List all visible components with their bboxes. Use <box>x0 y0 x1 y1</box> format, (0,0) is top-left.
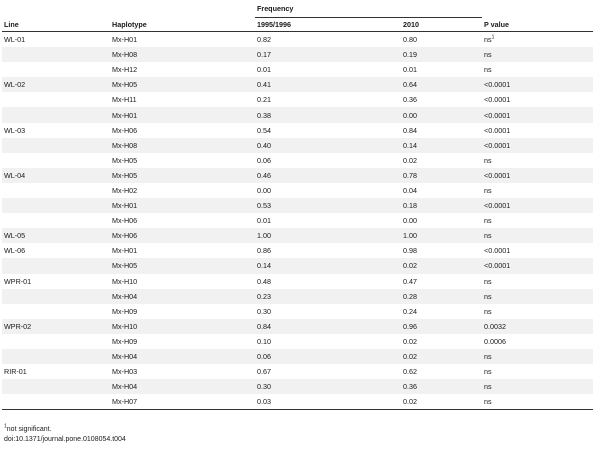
cell-haplotype <box>110 349 255 364</box>
cell-p-value-text: ns <box>484 306 492 316</box>
cell-frequency-1995 <box>255 289 401 304</box>
cell-haplotype-text: Mx-H05 <box>112 261 138 271</box>
cell-frequency-2010 <box>401 138 482 153</box>
cell-frequency-1995 <box>255 62 401 77</box>
cell-frequency-2010 <box>401 153 482 168</box>
cell-haplotype <box>110 228 255 243</box>
cell-line <box>2 394 110 410</box>
table-row <box>2 168 593 183</box>
cell-line-text: WL-05 <box>4 231 26 241</box>
cell-frequency-1995-text: 0.41 <box>257 80 271 90</box>
cell-frequency-1995-text: 0.03 <box>257 397 271 407</box>
cell-frequency-1995-text: 0.30 <box>257 382 271 392</box>
cell-haplotype-text: Mx-H03 <box>112 367 138 377</box>
cell-p-value <box>482 213 593 228</box>
cell-frequency-1995 <box>255 107 401 122</box>
cell-p-value <box>482 138 593 153</box>
table-row <box>2 258 593 273</box>
cell-haplotype <box>110 198 255 213</box>
table-row <box>2 364 593 379</box>
cell-haplotype-text: Mx-H04 <box>112 382 138 392</box>
cell-frequency-2010 <box>401 77 482 92</box>
cell-haplotype-text: Mx-H08 <box>112 140 138 150</box>
cell-haplotype <box>110 107 255 122</box>
cell-frequency-2010 <box>401 123 482 138</box>
cell-haplotype <box>110 92 255 107</box>
cell-haplotype-text: Mx-H01 <box>112 35 138 45</box>
cell-haplotype-text: Mx-H01 <box>112 201 138 211</box>
cell-p-value-text: <0.0001 <box>484 140 511 150</box>
cell-haplotype-text: Mx-H01 <box>112 110 138 120</box>
cell-frequency-1995 <box>255 304 401 319</box>
header-column-row <box>2 18 593 32</box>
cell-p-value-text: ns <box>484 155 492 165</box>
cell-frequency-1995 <box>255 349 401 364</box>
cell-p-value-text: ns <box>484 216 492 226</box>
cell-p-value-text: <0.0001 <box>484 201 511 211</box>
cell-frequency-1995-text: 0.01 <box>257 65 271 75</box>
cell-frequency-1995 <box>255 183 401 198</box>
table-body <box>2 32 593 410</box>
cell-p-value-text: 0.0032 <box>484 321 506 331</box>
column-header-line: Line <box>2 18 110 32</box>
cell-frequency-2010-text: 0.78 <box>403 170 417 180</box>
cell-p-value-text: <0.0001 <box>484 170 511 180</box>
cell-frequency-1995-text: 0.23 <box>257 291 271 301</box>
table-row <box>2 319 593 334</box>
cell-haplotype-text: Mx-H06 <box>112 216 138 226</box>
cell-line-text: WPR-02 <box>4 321 32 331</box>
cell-line <box>2 168 110 183</box>
cell-line-text: WL-01 <box>4 35 26 45</box>
header-group-row <box>2 0 593 18</box>
cell-line <box>2 289 110 304</box>
cell-haplotype-text: Mx-H10 <box>112 321 138 331</box>
cell-haplotype-text: Mx-H05 <box>112 170 138 180</box>
cell-frequency-1995 <box>255 334 401 349</box>
cell-frequency-1995 <box>255 364 401 379</box>
cell-frequency-2010 <box>401 228 482 243</box>
cell-frequency-1995-text: 0.40 <box>257 140 271 150</box>
cell-frequency-1995 <box>255 92 401 107</box>
cell-frequency-1995 <box>255 168 401 183</box>
cell-p-value-text: ns <box>484 397 492 407</box>
cell-frequency-1995-text: 0.82 <box>257 35 271 45</box>
cell-line <box>2 77 110 92</box>
cell-frequency-1995 <box>255 153 401 168</box>
cell-line <box>2 364 110 379</box>
cell-haplotype-text: Mx-H10 <box>112 276 138 286</box>
cell-frequency-1995-text: 0.17 <box>257 50 271 60</box>
cell-frequency-2010-text: 0.84 <box>403 125 417 135</box>
cell-frequency-1995 <box>255 77 401 92</box>
cell-line-text: WPR-01 <box>4 276 32 286</box>
cell-line <box>2 258 110 273</box>
cell-p-value <box>482 349 593 364</box>
cell-frequency-2010 <box>401 289 482 304</box>
footnote-marker: 1 <box>4 423 7 430</box>
cell-p-value-text: ns <box>484 50 492 60</box>
cell-haplotype <box>110 213 255 228</box>
column-header-1995: 1995/1996 <box>255 18 401 32</box>
cell-line <box>2 32 110 48</box>
cell-line <box>2 228 110 243</box>
cell-frequency-2010-text: 0.62 <box>403 367 417 377</box>
cell-line <box>2 123 110 138</box>
cell-frequency-2010-text: 0.14 <box>403 140 417 150</box>
column-header-p-value: P value <box>482 18 593 32</box>
cell-haplotype-text: Mx-H04 <box>112 352 138 362</box>
cell-p-value <box>482 243 593 258</box>
cell-line <box>2 47 110 62</box>
cell-line <box>2 304 110 319</box>
table-row <box>2 32 593 48</box>
cell-frequency-1995-text: 0.86 <box>257 246 271 256</box>
cell-frequency-2010 <box>401 168 482 183</box>
cell-frequency-2010-text: 0.96 <box>403 321 417 331</box>
cell-haplotype-text: Mx-H02 <box>112 185 138 195</box>
cell-frequency-1995-text: 0.10 <box>257 336 271 346</box>
cell-frequency-2010-text: 0.47 <box>403 276 417 286</box>
cell-line-text: RIR-01 <box>4 367 27 377</box>
cell-line <box>2 198 110 213</box>
cell-p-value-text: ns <box>484 35 492 45</box>
cell-haplotype-text: Mx-H06 <box>112 231 138 241</box>
cell-haplotype <box>110 319 255 334</box>
cell-frequency-2010 <box>401 198 482 213</box>
cell-haplotype <box>110 32 255 48</box>
cell-frequency-2010-text: 0.36 <box>403 95 417 105</box>
cell-line <box>2 138 110 153</box>
cell-frequency-2010-text: 0.02 <box>403 261 417 271</box>
cell-frequency-2010-text: 0.24 <box>403 306 417 316</box>
cell-frequency-1995-text: 0.84 <box>257 321 271 331</box>
cell-p-value-text: <0.0001 <box>484 95 511 105</box>
table-row <box>2 77 593 92</box>
cell-frequency-2010-text: 0.64 <box>403 80 417 90</box>
cell-line <box>2 334 110 349</box>
cell-p-value-text: ns <box>484 65 492 75</box>
table-row <box>2 198 593 213</box>
cell-frequency-1995-text: 0.06 <box>257 352 271 362</box>
table-footnote <box>4 425 126 445</box>
table-row <box>2 304 593 319</box>
table-row <box>2 62 593 77</box>
table-row <box>2 183 593 198</box>
cell-haplotype <box>110 379 255 394</box>
cell-frequency-1995 <box>255 243 401 258</box>
cell-haplotype <box>110 183 255 198</box>
column-header-haplotype: Haplotype <box>110 18 255 32</box>
cell-line <box>2 379 110 394</box>
cell-p-value <box>482 228 593 243</box>
cell-frequency-2010 <box>401 32 482 48</box>
cell-p-value <box>482 289 593 304</box>
cell-p-value <box>482 153 593 168</box>
cell-frequency-2010 <box>401 304 482 319</box>
cell-frequency-2010 <box>401 394 482 410</box>
cell-haplotype <box>110 258 255 273</box>
cell-frequency-2010 <box>401 334 482 349</box>
table-row <box>2 138 593 153</box>
cell-p-value-text: <0.0001 <box>484 246 511 256</box>
cell-p-value <box>482 334 593 349</box>
cell-line <box>2 274 110 289</box>
cell-haplotype-text: Mx-H12 <box>112 65 138 75</box>
cell-frequency-2010 <box>401 213 482 228</box>
cell-frequency-2010-text: 0.00 <box>403 216 417 226</box>
table-row <box>2 394 593 410</box>
table-row <box>2 153 593 168</box>
cell-p-value-text: ns <box>484 185 492 195</box>
cell-line <box>2 92 110 107</box>
cell-frequency-2010-text: 0.02 <box>403 336 417 346</box>
cell-haplotype <box>110 168 255 183</box>
cell-line <box>2 243 110 258</box>
cell-frequency-1995-text: 1.00 <box>257 231 271 241</box>
cell-p-value-text: <0.0001 <box>484 125 511 135</box>
cell-frequency-1995-text: 0.06 <box>257 155 271 165</box>
cell-haplotype <box>110 289 255 304</box>
cell-p-value <box>482 319 593 334</box>
cell-frequency-1995 <box>255 138 401 153</box>
cell-p-value <box>482 364 593 379</box>
cell-frequency-1995-text: 0.54 <box>257 125 271 135</box>
cell-frequency-1995 <box>255 213 401 228</box>
cell-frequency-2010 <box>401 274 482 289</box>
cell-p-value-text: ns <box>484 382 492 392</box>
cell-haplotype-text: Mx-H08 <box>112 50 138 60</box>
cell-frequency-1995 <box>255 274 401 289</box>
cell-frequency-2010 <box>401 258 482 273</box>
cell-frequency-2010 <box>401 349 482 364</box>
cell-p-value <box>482 258 593 273</box>
cell-frequency-1995-text: 0.21 <box>257 95 271 105</box>
cell-frequency-2010 <box>401 47 482 62</box>
cell-haplotype-text: Mx-H09 <box>112 306 138 316</box>
cell-frequency-2010 <box>401 319 482 334</box>
cell-p-value <box>482 304 593 319</box>
cell-haplotype-text: Mx-H05 <box>112 155 138 165</box>
table-row <box>2 123 593 138</box>
cell-p-value-text: <0.0001 <box>484 261 511 271</box>
cell-p-value <box>482 77 593 92</box>
cell-frequency-2010 <box>401 364 482 379</box>
cell-frequency-1995 <box>255 379 401 394</box>
doi-reference: doi:10.1371/journal.pone.0108054.t004 <box>4 436 126 443</box>
cell-frequency-1995-text: 0.30 <box>257 306 271 316</box>
cell-frequency-1995-text: 0.53 <box>257 201 271 211</box>
cell-frequency-2010-text: 0.00 <box>403 110 417 120</box>
cell-haplotype <box>110 334 255 349</box>
cell-frequency-2010-text: 0.18 <box>403 201 417 211</box>
haplotype-frequency-table <box>2 0 593 410</box>
cell-p-value-text: ns <box>484 231 492 241</box>
cell-p-value <box>482 183 593 198</box>
cell-p-value-text: <0.0001 <box>484 80 511 90</box>
cell-p-value-text: <0.0001 <box>484 110 511 120</box>
cell-frequency-2010-text: 0.01 <box>403 65 417 75</box>
cell-haplotype-text: Mx-H06 <box>112 125 138 135</box>
cell-haplotype <box>110 123 255 138</box>
cell-haplotype <box>110 138 255 153</box>
cell-frequency-1995 <box>255 198 401 213</box>
frequency-group-header: Frequency <box>255 0 482 18</box>
footnote-reference: 1 <box>491 34 495 41</box>
cell-p-value <box>482 62 593 77</box>
cell-p-value <box>482 47 593 62</box>
footnote-text: not significant. <box>6 426 52 433</box>
cell-p-value <box>482 394 593 410</box>
cell-frequency-1995-text: 0.67 <box>257 367 271 377</box>
cell-p-value <box>482 123 593 138</box>
table-row <box>2 92 593 107</box>
cell-haplotype-text: Mx-H07 <box>112 397 138 407</box>
cell-frequency-1995 <box>255 258 401 273</box>
cell-frequency-1995-text: 0.00 <box>257 185 271 195</box>
cell-p-value <box>482 198 593 213</box>
table-row <box>2 349 593 364</box>
cell-p-value <box>482 32 593 48</box>
cell-p-value-text: ns <box>484 352 492 362</box>
cell-frequency-2010-text: 0.80 <box>403 35 417 45</box>
table-row <box>2 213 593 228</box>
cell-frequency-1995 <box>255 319 401 334</box>
cell-p-value-text: ns <box>484 367 492 377</box>
cell-line <box>2 153 110 168</box>
cell-frequency-2010-text: 0.28 <box>403 291 417 301</box>
cell-frequency-2010-text: 0.02 <box>403 155 417 165</box>
cell-haplotype <box>110 364 255 379</box>
cell-haplotype-text: Mx-H01 <box>112 246 138 256</box>
cell-p-value <box>482 92 593 107</box>
table-row <box>2 289 593 304</box>
cell-frequency-1995-text: 0.38 <box>257 110 271 120</box>
cell-line <box>2 349 110 364</box>
cell-frequency-1995-text: 0.01 <box>257 216 271 226</box>
footnote-line <box>4 425 126 435</box>
cell-haplotype <box>110 153 255 168</box>
cell-frequency-1995 <box>255 32 401 48</box>
cell-frequency-1995 <box>255 47 401 62</box>
table-row <box>2 243 593 258</box>
cell-haplotype-text: Mx-H11 <box>112 95 137 105</box>
cell-haplotype <box>110 62 255 77</box>
table-row <box>2 47 593 62</box>
table-row <box>2 228 593 243</box>
cell-line-text: WL-06 <box>4 246 26 256</box>
cell-haplotype-text: Mx-H05 <box>112 80 138 90</box>
cell-line <box>2 183 110 198</box>
table-row <box>2 274 593 289</box>
cell-line <box>2 107 110 122</box>
cell-haplotype <box>110 394 255 410</box>
cell-frequency-2010-text: 0.02 <box>403 352 417 362</box>
cell-frequency-1995-text: 0.46 <box>257 170 271 180</box>
cell-p-value <box>482 379 593 394</box>
cell-frequency-2010-text: 0.98 <box>403 246 417 256</box>
cell-frequency-2010 <box>401 243 482 258</box>
cell-line-text: WL-02 <box>4 80 26 90</box>
cell-line <box>2 213 110 228</box>
cell-frequency-2010 <box>401 107 482 122</box>
cell-frequency-1995 <box>255 394 401 410</box>
cell-frequency-2010 <box>401 92 482 107</box>
cell-haplotype-text: Mx-H04 <box>112 291 138 301</box>
cell-p-value <box>482 107 593 122</box>
cell-p-value-text: ns <box>484 276 492 286</box>
cell-line-text: WL-04 <box>4 170 26 180</box>
cell-haplotype <box>110 274 255 289</box>
cell-line <box>2 62 110 77</box>
column-header-2010: 2010 <box>401 18 482 32</box>
cell-haplotype <box>110 77 255 92</box>
cell-frequency-2010-text: 1.00 <box>403 231 417 241</box>
cell-haplotype-text: Mx-H09 <box>112 336 138 346</box>
cell-p-value-text: ns <box>484 291 492 301</box>
cell-frequency-2010 <box>401 62 482 77</box>
cell-haplotype <box>110 243 255 258</box>
cell-haplotype <box>110 304 255 319</box>
cell-frequency-1995-text: 0.48 <box>257 276 271 286</box>
table-row <box>2 107 593 122</box>
cell-line-text: WL-03 <box>4 125 26 135</box>
cell-frequency-2010-text: 0.36 <box>403 382 417 392</box>
cell-frequency-2010-text: 0.19 <box>403 50 417 60</box>
cell-p-value <box>482 274 593 289</box>
table-row <box>2 334 593 349</box>
cell-frequency-1995 <box>255 228 401 243</box>
cell-p-value <box>482 168 593 183</box>
cell-p-value-text: 0.0006 <box>484 336 506 346</box>
cell-frequency-2010-text: 0.02 <box>403 397 417 407</box>
table-row <box>2 379 593 394</box>
cell-line <box>2 319 110 334</box>
cell-frequency-2010 <box>401 183 482 198</box>
cell-frequency-1995 <box>255 123 401 138</box>
cell-frequency-1995-text: 0.14 <box>257 261 271 271</box>
cell-frequency-2010 <box>401 379 482 394</box>
cell-frequency-2010-text: 0.04 <box>403 185 417 195</box>
cell-haplotype <box>110 47 255 62</box>
